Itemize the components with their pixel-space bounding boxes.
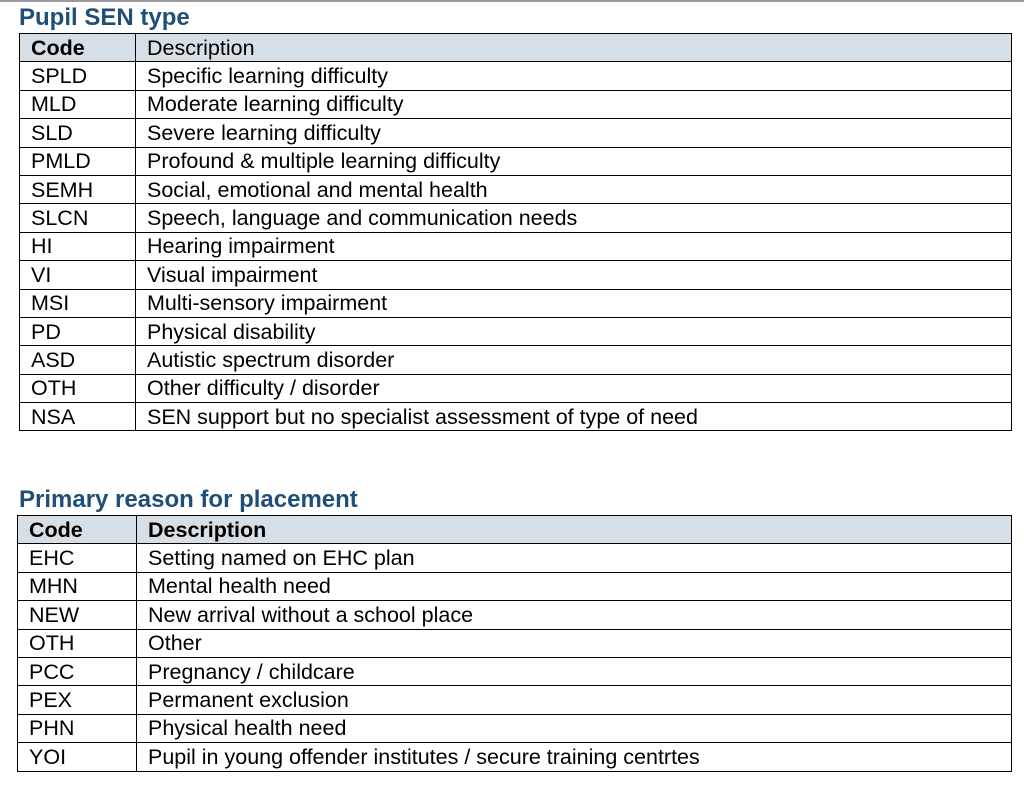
table-row: [18, 629, 1012, 657]
code-cell: MHN: [18, 572, 137, 600]
description-cell: Hearing impairment: [136, 232, 1012, 260]
description-cell: Multi-sensory impairment: [136, 289, 1012, 317]
table-row: [20, 261, 1012, 289]
code-column-header: Code: [18, 516, 137, 544]
code-cell: SLD: [20, 119, 136, 147]
table-row: [18, 544, 1012, 572]
table-row: [18, 686, 1012, 714]
table-row: [20, 232, 1012, 260]
table-row: [20, 90, 1012, 118]
table-row: [20, 374, 1012, 402]
table-row: [20, 317, 1012, 345]
description-cell: Other: [137, 629, 1012, 657]
code-cell: OTH: [18, 629, 137, 657]
table-row: [20, 289, 1012, 317]
top-rule: [0, 0, 1024, 2]
code-cell: PCC: [18, 657, 137, 685]
description-cell: Physical health need: [137, 714, 1012, 742]
code-cell: ASD: [20, 346, 136, 374]
table-row: [18, 657, 1012, 685]
code-cell: MLD: [20, 90, 136, 118]
description-cell: Social, emotional and mental health: [136, 175, 1012, 203]
description-cell: Physical disability: [136, 317, 1012, 345]
code-column-header: Code: [20, 34, 136, 62]
table-row: [20, 175, 1012, 203]
code-cell: SEMH: [20, 175, 136, 203]
placement-reason-table-body: [18, 516, 1012, 772]
placement-reason-table: [17, 515, 1012, 772]
code-cell: EHC: [18, 544, 137, 572]
table-header-row: [20, 34, 1012, 62]
description-cell: Setting named on EHC plan: [137, 544, 1012, 572]
table-header-row: [18, 516, 1012, 544]
table-row: [20, 403, 1012, 431]
description-cell: Pregnancy / childcare: [137, 657, 1012, 685]
description-cell: Specific learning difficulty: [136, 62, 1012, 90]
code-cell: YOI: [18, 743, 137, 771]
table-row: [20, 204, 1012, 232]
code-cell: NEW: [18, 601, 137, 629]
table-row: [18, 572, 1012, 600]
code-cell: VI: [20, 261, 136, 289]
description-column-header: Description: [136, 34, 1012, 62]
description-cell: Speech, language and communication needs: [136, 204, 1012, 232]
table-row: [20, 62, 1012, 90]
description-column-header: Description: [137, 516, 1012, 544]
table-row: [20, 346, 1012, 374]
description-cell: Severe learning difficulty: [136, 119, 1012, 147]
table-row: [18, 743, 1012, 771]
code-cell: PD: [20, 317, 136, 345]
sen-type-title: Pupil SEN type: [19, 4, 190, 31]
table-row: [20, 119, 1012, 147]
description-cell: Autistic spectrum disorder: [136, 346, 1012, 374]
code-cell: NSA: [20, 403, 136, 431]
description-cell: Profound & multiple learning difficulty: [136, 147, 1012, 175]
code-cell: SLCN: [20, 204, 136, 232]
description-cell: Moderate learning difficulty: [136, 90, 1012, 118]
table-row: [18, 601, 1012, 629]
description-cell: Pupil in young offender institutes / secure training centrtes: [137, 743, 1012, 771]
code-cell: MSI: [20, 289, 136, 317]
description-cell: Visual impairment: [136, 261, 1012, 289]
sen-type-table-body: [20, 34, 1012, 431]
code-cell: PEX: [18, 686, 137, 714]
code-cell: OTH: [20, 374, 136, 402]
placement-reason-title: Primary reason for placement: [19, 486, 358, 513]
code-cell: PHN: [18, 714, 137, 742]
description-cell: Mental health need: [137, 572, 1012, 600]
sen-type-table: [19, 33, 1012, 431]
description-cell: Other difficulty / disorder: [136, 374, 1012, 402]
code-cell: HI: [20, 232, 136, 260]
code-cell: PMLD: [20, 147, 136, 175]
description-cell: Permanent exclusion: [137, 686, 1012, 714]
description-cell: SEN support but no specialist assessment of type of need: [136, 403, 1012, 431]
code-cell: SPLD: [20, 62, 136, 90]
description-cell: New arrival without a school place: [137, 601, 1012, 629]
table-row: [20, 147, 1012, 175]
table-row: [18, 714, 1012, 742]
